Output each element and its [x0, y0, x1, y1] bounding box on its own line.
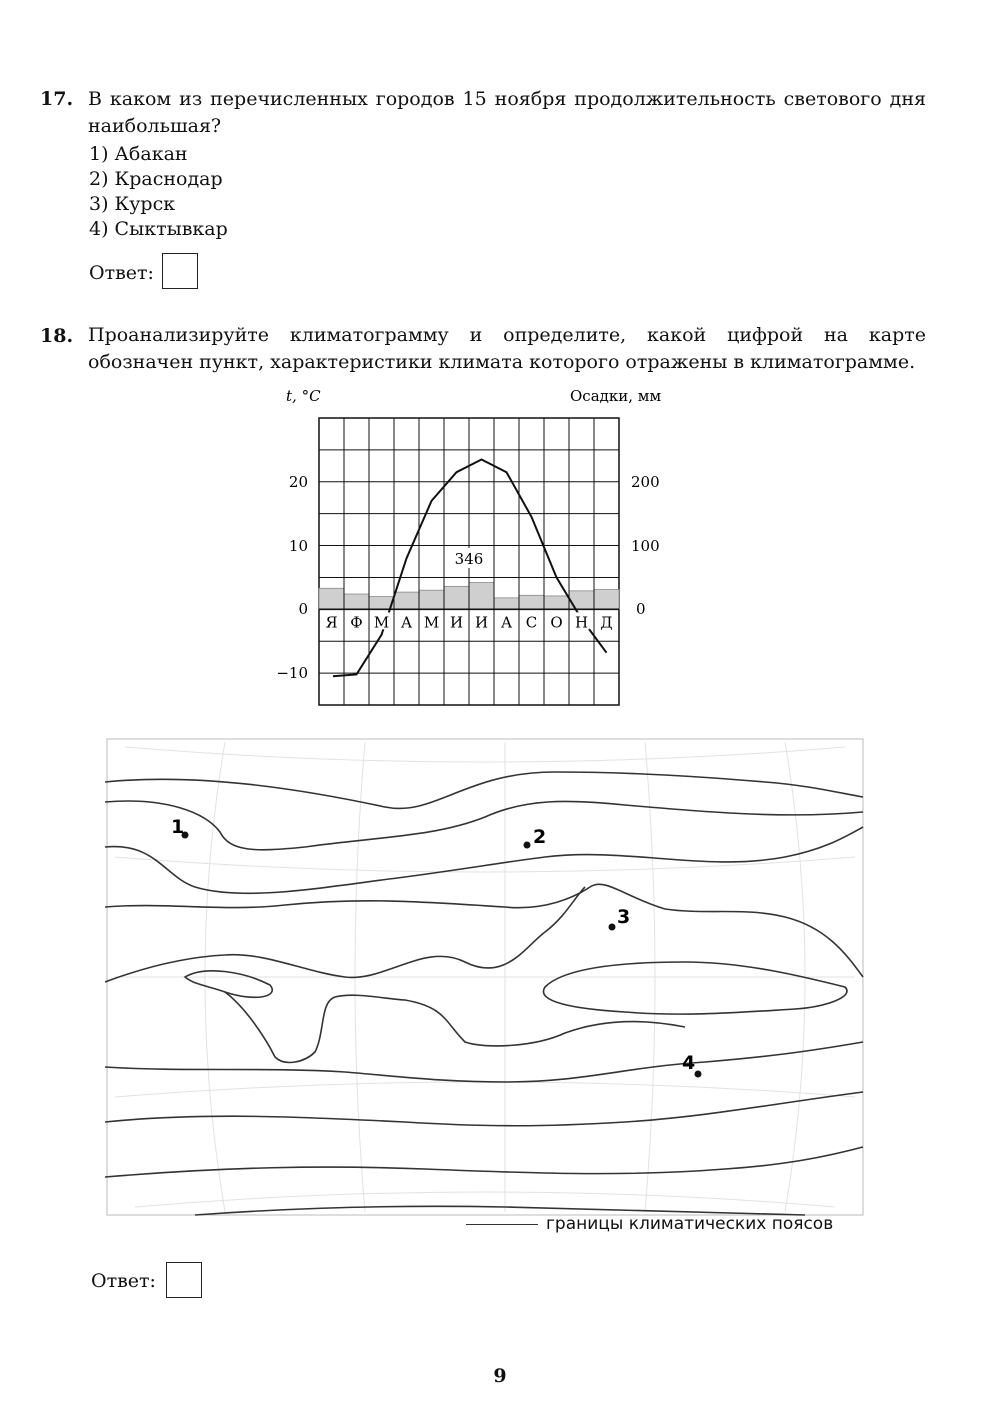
month-label: Ф [350, 613, 363, 632]
precip-bar [394, 592, 419, 609]
month-label: О [550, 613, 563, 632]
map-point-1-label: 1 [171, 816, 185, 838]
q17-option-3: 3) Курск [89, 193, 176, 215]
map-point-3-label: 3 [617, 906, 631, 928]
precip-bar [344, 594, 369, 609]
month-label: Н [574, 613, 589, 632]
month-label: А [400, 613, 413, 632]
q18-number: 18. [40, 325, 74, 347]
q18-answer-box[interactable] [166, 1262, 202, 1298]
climate-zones-map [105, 737, 865, 1217]
precip-bar [594, 590, 619, 610]
month-label: Я [325, 613, 338, 632]
q18-answer-label: Ответ: [91, 1270, 156, 1292]
map-point-4-label: 4 [682, 1052, 696, 1074]
map-point-2-label: 2 [533, 826, 547, 848]
q17-answer-box[interactable] [162, 253, 198, 289]
left-tick-20: 20 [288, 473, 308, 491]
temperature-axis-label: t, °C [286, 387, 321, 405]
map-point-2-dot [524, 842, 531, 849]
precip-bar [494, 598, 519, 609]
q17-answer-label: Ответ: [89, 262, 154, 284]
precip-bar [419, 590, 444, 609]
q18-text: Проанализируйте климатограмму и определите, какой цифрой на карте обозначен пункт, характеристики климата которого отражены в климатограмме. [88, 324, 926, 373]
map-point-3-dot [609, 924, 616, 931]
right-tick-100: 100 [631, 537, 660, 555]
q17-number: 17. [40, 88, 74, 110]
q17-option-1: 1) Абакан [89, 143, 188, 165]
right-tick-0: 0 [636, 600, 646, 618]
month-label: М [373, 613, 390, 632]
precipitation-axis-label: Осадки, мм [570, 387, 662, 405]
right-tick-200: 200 [631, 473, 660, 491]
precip-bar [544, 596, 569, 609]
legend-text: границы климатических поясов [546, 1214, 834, 1234]
left-tick-minus10: −10 [276, 664, 308, 682]
q17-text: В каком из перечисленных городов 15 ноября продолжительность светового дня наибольшая? [88, 88, 926, 137]
precip-bar [319, 588, 344, 609]
left-tick-10: 10 [288, 537, 308, 555]
q17-option-4: 4) Сыктывкар [89, 218, 228, 240]
climatogram [270, 385, 690, 710]
precip-bar [569, 591, 594, 609]
precip-bar [444, 586, 469, 609]
month-label: Д [600, 613, 613, 632]
precip-bar [469, 583, 494, 610]
legend-line-sample [466, 1224, 538, 1225]
page-number: 9 [493, 1365, 507, 1387]
month-label: М [423, 613, 440, 632]
left-tick-0: 0 [298, 600, 308, 618]
month-label: И [449, 613, 464, 632]
month-label: И [474, 613, 489, 632]
map-point-4-dot [695, 1071, 702, 1078]
month-label: С [525, 613, 538, 632]
q17-option-2: 2) Краснодар [89, 168, 223, 190]
month-label: А [500, 613, 513, 632]
precip-bar [519, 595, 544, 609]
annual-precipitation-label: 346 [454, 550, 484, 568]
map-legend [466, 1214, 833, 1234]
